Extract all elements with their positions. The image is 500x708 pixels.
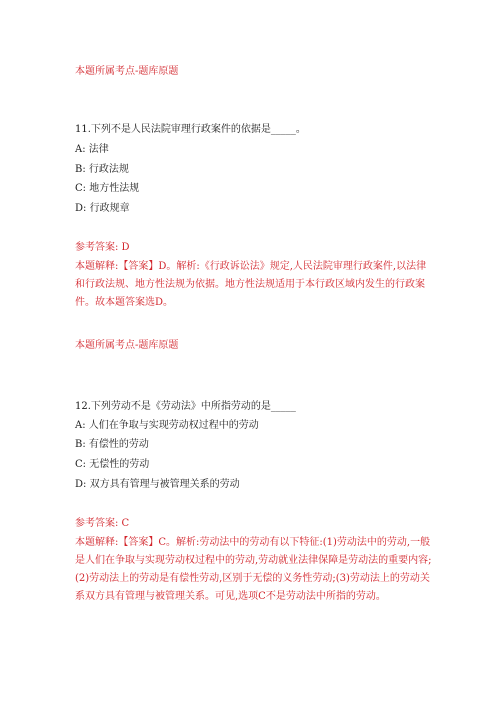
source-line: 本题所属考点-题库原题 xyxy=(75,340,179,351)
source-line: 本题所属考点-题库原题 xyxy=(75,66,179,77)
q11-answer: 参考答案: D xyxy=(75,242,130,253)
q12-option-a: A: 人们在争取与实现劳动权过程中的劳动 xyxy=(75,420,259,431)
q11-explanation: 本题解释:【答案】D。解析:《行政诉讼法》规定,人民法院审理行政案件,以法律和行政法规、地方性法规为依据。地方性法规适用于本行政区域内发生的行政案件。故本题答案选D。 xyxy=(75,261,427,308)
question-12-text: 12.下列劳动不是《劳动法》中所指劳动的是_____ xyxy=(75,401,296,412)
q12-option-c: C: 无偿性的劳动 xyxy=(75,459,150,470)
q12-option-d: D: 双方具有管理与被管理关系的劳动 xyxy=(75,479,240,490)
q12-answer: 参考答案: C xyxy=(75,518,130,529)
q11-option-d: D: 行政规章 xyxy=(75,203,130,214)
q11-option-c: C: 地方性法规 xyxy=(75,183,140,194)
q11-option-a: A: 法律 xyxy=(75,144,109,155)
q12-explanation: 本题解释:【答案】C。解析:劳动法中的劳动有以下特征:(1)劳动法中的劳动,一般是人们在争取与实现劳动权过程中的劳动,劳动就业法律保障是劳动法的重要内容;(2)劳动法上的劳动是有偿性劳动,区别于无偿的义务性劳动;(3)劳动法上的劳动关系双方具有管理与被管理关系。可见,选项C不是劳动法中所指的劳动。 xyxy=(75,537,432,602)
question-11-text: 11.下列不是人民法院审理行政案件的依据是_____。 xyxy=(75,124,306,135)
q12-option-b: B: 有偿性的劳动 xyxy=(75,439,149,450)
q11-option-b: B: 行政法规 xyxy=(75,164,129,175)
